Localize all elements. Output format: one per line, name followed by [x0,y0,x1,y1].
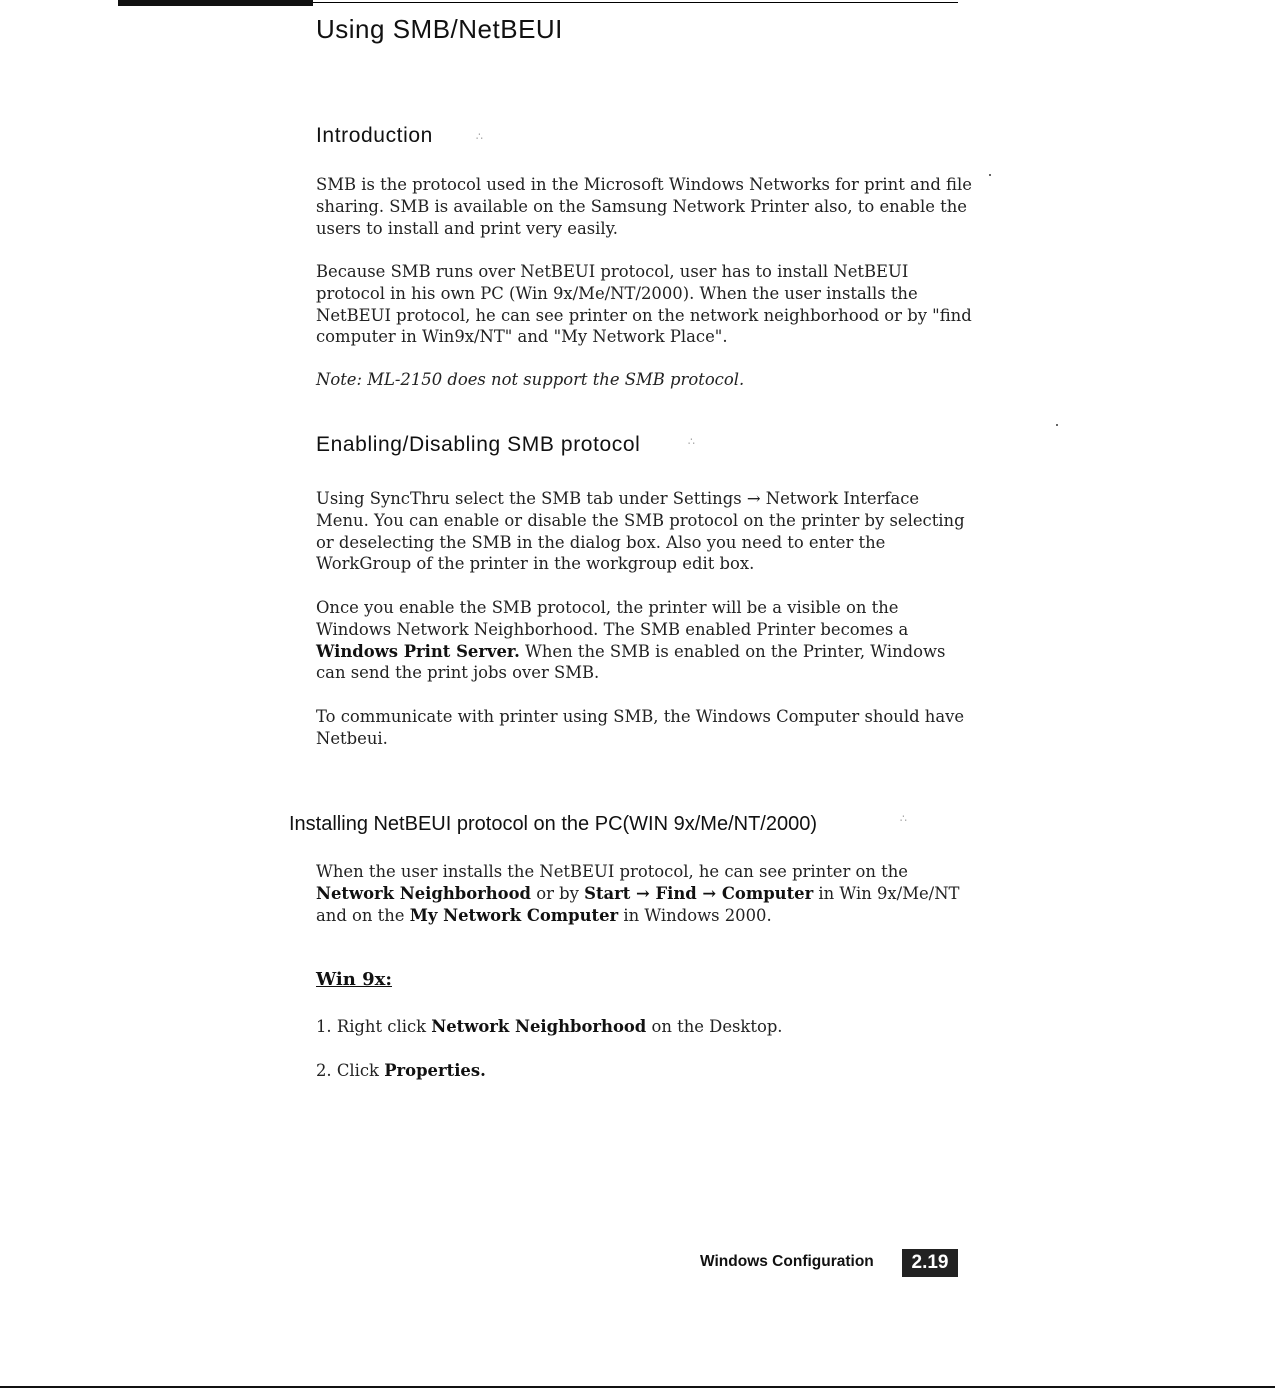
scan-speck-icon: ∴ [476,130,483,143]
page-number: 2.19 [902,1249,958,1277]
bold-term: Windows Print Server. [316,641,520,661]
step-1 [316,1016,976,1038]
step-text: 2. Click [316,1061,385,1080]
step-2 [316,1060,976,1082]
footer-section-label: Windows Configuration [700,1253,874,1270]
installing-paragraph [316,861,976,926]
enabling-heading: Enabling/Disabling SMB protocol [316,433,641,456]
scan-dot [989,174,991,176]
installing-text: When the user installs the NetBEUI protocol, he can see printer on the [316,862,908,881]
bold-term: My Network Computer [409,905,619,925]
scan-speck-icon: ∴ [900,812,907,825]
intro-paragraph-1: SMB is the protocol used in the Microsoft Windows Networks for print and file sharing. SMB is available on the Samsung Network Printer also, to enable the users to install and print very easily. [316,175,972,238]
intro-heading: Introduction [316,124,433,147]
win9x-heading: Win 9x: [316,969,392,990]
bold-term: Network Neighborhood [431,1017,647,1036]
intro-paragraph-2: Because SMB runs over NetBEUI protocol, user has to install NetBEUI protocol in his own PC (Win 9x/Me/NT/2000). When the user installs the NetBEUI protocol, he can see printer on the network neighborhood or by "find computer in Win9x/NT" and "My Network Place". [316,262,972,347]
enabling-paragraph-2 [316,597,976,684]
step-text: 1. Right click [316,1017,432,1036]
scan-dot [1056,424,1058,426]
enabling-paragraph-3: To communicate with printer using SMB, the Windows Computer should have Netbeui. [316,707,965,748]
enabling-text: When the SMB is enabled on the Printer, Windows can send the print jobs over SMB. [316,641,946,683]
bold-term: Start → Find → Computer [584,883,814,903]
bold-term: Properties. [384,1061,486,1080]
bold-term: Network Neighborhood [316,883,532,903]
step-text: on the Desktop. [646,1017,783,1036]
installing-text: in Win 9x/Me/NT and on the [316,883,960,925]
enabling-paragraph-1: Using SyncThru select the SMB tab under Settings → Network Interface Menu. You can enable or disable the SMB protocol on the printer by selecting or deselecting the SMB in the dialog box. Also you need to enter the WorkGroup of the printer in the workgroup edit box. [316,489,965,574]
installing-text: or by [531,883,585,903]
scan-speck-icon: ∴ [688,435,695,448]
installing-heading: Installing NetBEUI protocol on the PC(WIN 9x/Me/NT/2000) [289,813,817,835]
installing-text: in Windows 2000. [618,905,772,925]
page-title: Using SMB/NetBEUI [316,14,563,44]
enabling-text: Once you enable the SMB protocol, the printer will be a visible on the Windows Network Neighborhood. The SMB enabled Printer becomes a [316,598,909,639]
intro-note: Note: ML-2150 does not support the SMB protocol. [316,370,745,389]
top-rule-accent [118,0,313,6]
